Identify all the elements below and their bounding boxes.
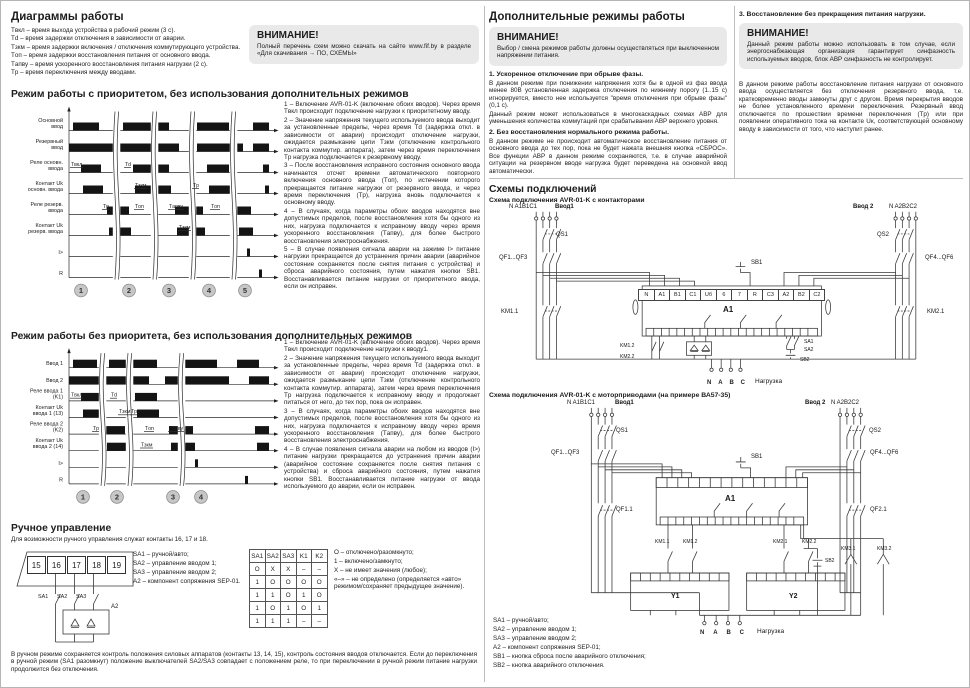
attention-box-modes	[489, 27, 727, 66]
km2-2-label: KM2.2	[620, 354, 635, 360]
table-cell: O	[250, 563, 266, 576]
km3-1-label: KM3.1	[841, 546, 856, 552]
schematic-legend-line: SB1 – кнопка сброса после аварийного отключения;	[493, 652, 646, 660]
table-cell: 1	[250, 602, 266, 615]
svg-text:1: 1	[80, 492, 86, 502]
mode-2-title: 2. Без восстановления нормального режима работы.	[489, 129, 669, 136]
schematic-legend-line: SA1 – ручной/авто;	[493, 617, 549, 624]
table-cell: –	[312, 615, 328, 628]
table-legend-line: 1 – включено/замкнуто;	[334, 557, 403, 565]
table-cell: X	[265, 563, 281, 576]
table-cell: –	[312, 563, 328, 576]
svg-text:Tзкм: Tзкм	[179, 225, 191, 231]
svg-text:резерв. ввода: резерв. ввода	[28, 229, 63, 235]
manual-legend-line: SA1 – ручной/авто;	[133, 551, 189, 558]
svg-text:ввод: ввод	[51, 124, 63, 130]
manual-legend-line: A2 – компонент сопряжения SEP-01.	[133, 577, 241, 585]
load-terminal: C	[740, 380, 745, 386]
svg-text:Основной: Основной	[38, 118, 63, 124]
km2-1-label: KM2.1	[773, 539, 788, 545]
table-legend-line: X – не имеет значения (любое);	[334, 566, 427, 574]
priority-step: 2 – Значение напряжения текущего используемого ввода выходит за установленные пределы, через время Td (задержка откл. в зависимости от аварии) происходит отключение нагрузки, ожидается размыкание цепи Tзкм (отключение контрольного контакта коммутир. аппарата), затем через время переключения Tр нагрузка подключается к резервному вводу.	[284, 116, 480, 161]
timing-diagram-no-priority	[7, 345, 279, 510]
svg-text:Tзкм: Tзкм	[119, 409, 131, 416]
svg-text:Tапву: Tапву	[169, 204, 184, 210]
table-row	[250, 602, 328, 615]
qs2-label: QS2	[877, 232, 890, 238]
svg-text:ввода 2 (14): ввода 2 (14)	[32, 444, 63, 451]
attention-title: ВНИМАНИЕ!	[497, 32, 559, 43]
attention-box-download	[249, 25, 479, 64]
mode-1-body: В данном режиме при понижении напряжения хотя бы в одной из фаз ввода менее 80В установленная задержка отключения по нижнему порогу (1..15 с) игнорируется, вместо нее используется "время отключения при обрыве фазы" (0,1 с).	[489, 80, 727, 110]
table-header: SA1	[250, 550, 266, 563]
svg-text:2: 2	[114, 492, 120, 502]
schematic-contactors	[489, 205, 963, 391]
table-cell: O	[296, 576, 312, 589]
a1-terminal-row	[639, 289, 825, 301]
attention-title: ВНИМАНИЕ!	[747, 28, 809, 39]
section-title-priority-mode: Режим работы с приоритетом, без использования дополнительных режимов	[11, 89, 409, 100]
schematic-1-title: Схема подключения AVR-01-K с контакторами	[489, 197, 645, 204]
a1-block-label: A1	[725, 494, 736, 503]
schematic-legend-line: SA3 – управление вводом 2;	[493, 634, 577, 642]
load-terminal-labels	[700, 630, 744, 636]
a1-terminal-cell: Uб	[700, 289, 716, 301]
svg-text:(K1): (K1)	[52, 394, 63, 401]
mode-1-title: 1. Ускоренное отключение при обрыве фазы.	[489, 71, 644, 78]
input1-terminals-label: N A1B1C1	[567, 400, 596, 406]
svg-text:1: 1	[78, 286, 84, 296]
svg-text:Tоп: Tоп	[135, 204, 144, 210]
mode-2-body: В данном режиме не происходит автоматическое восстановление питания от основного ввода до тех пор, пока не будет нажата внешняя кнопка «СБРОС». Все функции АВР в данном режиме сохраняются, т.е. в случае аварийной ситуации на резервном вводе нагрузка будет переведена на основной ввод автоматически.	[489, 138, 727, 175]
svg-text:R: R	[59, 477, 63, 484]
manual-legend-line: SA2 – управление вводом 1;	[133, 559, 217, 567]
table-cell: O	[312, 589, 328, 602]
table-cell: 1	[281, 615, 297, 628]
svg-text:Tоп: Tоп	[211, 204, 220, 210]
table-cell: 1	[312, 602, 328, 615]
timing-definition-line: Tр – время переключения между вводами.	[11, 69, 137, 77]
noprio-step: 3 – В случаях, когда параметры обоих вводов находятся вне допустимых пределов, после восстановления хотя бы одного из них, нагрузка подключается к исправному вводу через время ускоренного восстановления (Tапву), для более быстрого восстановления электроснабжения.	[284, 407, 480, 445]
table-header: K1	[296, 550, 312, 563]
attention-box-sync	[739, 23, 963, 69]
km3-2-label: KM3.2	[877, 546, 892, 552]
load-terminal: B	[726, 630, 731, 636]
a1-block-label: A1	[723, 305, 734, 314]
svg-text:Контакт Uk: Контакт Uk	[35, 181, 63, 187]
load-terminal: N	[700, 630, 705, 636]
noprio-mode-steps	[284, 339, 480, 491]
noprio-step: 1 – Включение AVR-01-K (включение обоих вводов). Через время Tвкл происходит подключение нагрузки к вводу1.	[284, 339, 480, 354]
input2-label: Ввод 2	[853, 204, 874, 210]
sa2-label: SA2	[804, 347, 814, 353]
schematic-motordrives-svg	[489, 401, 963, 633]
table-cell: 1	[265, 615, 281, 628]
priority-mode-steps	[284, 101, 480, 292]
section-title-manual: Ручное управление	[11, 523, 112, 534]
input1-label: Ввод1	[555, 204, 574, 210]
table-row	[250, 589, 328, 602]
table-cell: O	[281, 589, 297, 602]
table-row	[250, 563, 328, 576]
noprio-step: 2 – Значение напряжения текущего используемого ввода выходит за установленные пределы, через время Td (задержка откл. в зависимости от аварии) происходит отключение нагрузки, ожидается размыкание цепи Tзкм (отключение контрольного контакта коммутир. аппарата), затем через время переключения Tр нагрузка подключается к исправному вводу и продолжает питаться от него, до тех пор, пока он исправен.	[284, 354, 480, 407]
section-title-schematics: Схемы подключений	[489, 184, 597, 195]
table-cell: O	[296, 602, 312, 615]
svg-text:основн. ввода: основн. ввода	[27, 187, 63, 193]
sb2-label: SB2	[825, 558, 835, 564]
qf1-1-label: QF1.1	[616, 507, 633, 513]
a1-terminal-cell: A2	[778, 289, 794, 301]
load-label: Нагрузка	[757, 628, 785, 635]
manual-legend	[133, 551, 245, 587]
table-cell: O	[265, 602, 281, 615]
manual-intro: Для возможности ручного управления служат контакты 16, 17 и 18.	[11, 536, 208, 543]
qf-right-label: QF4...QF6	[925, 255, 954, 261]
schematic-legend	[493, 617, 693, 671]
svg-text:Контакт Uk: Контакт Uk	[35, 223, 63, 229]
attention-body: Данный режим работы можно использовать в том случае, если энергоснабжающая организация гарантирует синфазность используемых вводов, блок АВР синфазность не контролирует.	[747, 41, 955, 63]
svg-text:Tзкм: Tзкм	[135, 183, 147, 189]
mode-3-body: В данном режиме работы восстановление питания нагрузки от основного ввода осуществляется без отключения резервного ввода, т.е. кратковременно вводы замкнуты друг с другом. Время перекрытия вводов не более установленного времени переключения. Резервный ввод отключается по прошествии времени переключения (Tр) или при появлении оперативного тока на контакте Uк, соответствующей основному вводу в зависимости от того, что наступит ранее.	[739, 81, 963, 133]
timing-definitions	[11, 27, 247, 78]
table-header: SA2	[265, 550, 281, 563]
svg-text:Контакт Uk: Контакт Uk	[35, 405, 63, 411]
noprio-step: 4 – В случае появления сигнала аварии на любом из вводов (I>) питание нагрузки прекращается до устранения причин аварии (аварийное состояние сохраняется после снятия питания с устройства) и сброса аварийного состояния, путем нажатия кнопки SB1. Восстанавливается питание нагрузки от ввода используемого до аварии, если он исправен.	[284, 445, 480, 491]
sb2-label: SB2	[800, 357, 810, 363]
manual-terminal-numbers	[27, 556, 127, 574]
svg-text:Tр: Tр	[103, 204, 110, 210]
timing-diagram-priority	[7, 101, 279, 306]
load-terminal: B	[729, 380, 734, 386]
km1-2-label: KM1.2	[620, 343, 635, 349]
table-cell: 1	[265, 589, 281, 602]
input2-terminals-label: N A2B2C2	[831, 400, 860, 406]
manual-switch-labels	[38, 594, 95, 600]
table-cell: 1	[250, 576, 266, 589]
svg-text:Td: Td	[125, 162, 132, 168]
input2-label: Ввод 2	[805, 400, 826, 406]
svg-text:Tр: Tр	[93, 425, 100, 432]
divider-schematics	[489, 178, 963, 179]
svg-text:4: 4	[198, 492, 204, 502]
section-title-noprio-mode: Режим работы без приоритета, без использования дополнительных режимов	[11, 331, 413, 342]
section-title-extra-modes: Дополнительные режимы работы	[489, 11, 685, 23]
load-terminal: C	[739, 630, 744, 636]
svg-text:Контакт Uk: Контакт Uk	[35, 438, 63, 445]
truth-table-legend	[334, 549, 479, 592]
mode-3-title: 3. Восстановление без прекращения питания нагрузки.	[739, 11, 926, 18]
load-terminal: A	[718, 380, 723, 386]
input1-label: Ввод1	[615, 400, 634, 406]
table-row	[250, 615, 328, 628]
a1-terminal-cell: B2	[793, 289, 809, 301]
switch-label: SA2	[57, 594, 68, 600]
divider-middle-right	[734, 6, 735, 178]
svg-text:ввода: ввода	[48, 166, 63, 172]
table-cell: 1	[281, 602, 297, 615]
a1-terminal-cell: C2	[809, 289, 825, 301]
svg-text:Ввод 1: Ввод 1	[46, 361, 63, 368]
switch-label: SA1	[38, 594, 49, 600]
manual-footer: В ручном режиме сохраняется контроль положения силовых аппаратов (контакты 13, 14, 15), контроль состояния вводов отключается. Если до переключения в ручной режим (SA1 разомкнут) положение выключателей SA2/SA3 совпадает с положением реле, то при переключении в ручной режим питание нагрузки продолжится без отключения.	[11, 651, 477, 673]
qs2-label: QS2	[869, 428, 882, 434]
svg-text:Tапву: Tапву	[169, 425, 184, 432]
svg-text:Ввод 2: Ввод 2	[46, 377, 63, 384]
table-row	[250, 576, 328, 589]
priority-step: 4 – В случаях, когда параметры обоих вводов находятся вне допустимых пределов, после восстановления хотя бы одного из них, нагрузка подключается к исправному вводу через время ускоренного восстановления (Tапву), для более быстрого восстановления электроснабжения.	[284, 207, 480, 245]
svg-text:Tр: Tр	[193, 183, 200, 189]
input2-terminals-label: N A2B2C2	[889, 204, 918, 210]
km1-1-label: KM1.1	[655, 539, 670, 545]
timing-definition-line: Td – время задержки отключения в зависимости от аварии.	[11, 35, 186, 43]
qf-left-label: QF1...QF3	[499, 255, 528, 261]
switch-label: SA3	[76, 594, 87, 600]
a1-terminal-cell: 6	[716, 289, 732, 301]
terminal-number: 15	[27, 556, 46, 574]
attention-body: Полный перечень схем можно скачать на сайте www.fif.by в разделе «Для скачивания → ПО, СХЕМЫ»	[257, 43, 471, 58]
svg-text:Tвкл: Tвкл	[71, 162, 83, 168]
a2-component-label: A2	[111, 604, 119, 610]
km2-1-label: KM2.1	[927, 309, 945, 315]
svg-text:Реле ввода 2: Реле ввода 2	[29, 421, 63, 428]
attention-body: Выбор / смена режимов работы должны осуществляться при выключенном напряжении питания.	[497, 45, 719, 60]
manual-truth-table	[249, 549, 328, 628]
attention-title: ВНИМАНИЕ!	[257, 30, 319, 41]
a1-terminal-cell: A1	[654, 289, 670, 301]
load-terminal-labels	[707, 380, 745, 386]
table-cell: –	[296, 563, 312, 576]
table-cell: –	[296, 615, 312, 628]
svg-text:I>: I>	[58, 460, 63, 467]
a1-terminal-cell: N	[638, 289, 654, 301]
svg-text:Td: Td	[111, 392, 118, 399]
section-title-diagrams: Диаграммы работы	[11, 11, 124, 23]
km1-2-label: KM1.2	[683, 539, 698, 545]
y1-block-label: Y1	[671, 593, 680, 600]
schematic-legend-line: SA2 – управление вводом 1;	[493, 625, 577, 633]
svg-text:Tзкм: Tзкм	[141, 442, 153, 449]
a1-terminal-cell: C3	[762, 289, 778, 301]
terminal-number: 16	[47, 556, 66, 574]
svg-text:R: R	[59, 271, 63, 277]
svg-text:3: 3	[170, 492, 176, 502]
table-legend-line: O – отключено/разомкнуто;	[334, 549, 414, 556]
svg-text:Реле основн.: Реле основн.	[30, 160, 63, 166]
table-cell: 1	[250, 589, 266, 602]
svg-text:ввода 1 (13): ввода 1 (13)	[32, 411, 63, 417]
table-cell: O	[281, 576, 297, 589]
terminal-number: 17	[67, 556, 86, 574]
table-cell: 1	[296, 589, 312, 602]
svg-text:4: 4	[206, 286, 212, 296]
svg-text:Tвкл: Tвкл	[71, 392, 83, 399]
svg-text:3: 3	[166, 286, 172, 296]
svg-text:ввода: ввода	[48, 208, 63, 214]
a1-terminal-cell: R	[747, 289, 763, 301]
svg-text:Реле ввода 1: Реле ввода 1	[29, 388, 63, 395]
timing-definition-line: Tвкл – время выхода устройства в рабочий режим (3 с).	[11, 27, 176, 34]
km1-1-label: KM1.1	[501, 309, 519, 315]
terminal-number: 18	[87, 556, 106, 574]
load-terminal: N	[707, 380, 712, 386]
qf-right-label: QF4...QF6	[870, 450, 899, 456]
mode-1-body-2: Данный режим может использоваться в многокаскадных схемах АВР для уменьшения количества коммутаций при срабатывании АВР верхнего уровня.	[489, 111, 727, 126]
input1-terminals-label: N A1B1C1	[509, 204, 538, 210]
svg-text:Реле резерв.: Реле резерв.	[30, 202, 63, 208]
svg-text:2: 2	[126, 286, 132, 296]
qf-left-label: QF1...QF3	[551, 450, 580, 456]
schematic-legend-line: A2 – компонент сопряжения SEP-01;	[493, 643, 601, 651]
table-cell: O	[265, 576, 281, 589]
a1-terminal-cell: 7	[731, 289, 747, 301]
qf2-1-label: QF2.1	[870, 507, 887, 513]
a1-terminal-cell: B1	[669, 289, 685, 301]
schematic-motordrives	[489, 401, 963, 637]
priority-step: 1 – Включение AVR-01-K (включение обоих вводов). Через время Tвкл происходит подключение нагрузки к приоритетному вводу.	[284, 101, 480, 116]
table-legend-line: «–» – не определено (определяется «авто» режимом/сохраняет предыдущее значение).	[334, 575, 465, 591]
a1-terminal-cell: C1	[685, 289, 701, 301]
table-header: SA3	[281, 550, 297, 563]
schematic-2-title: Схема подключения AVR-01-K с моторприводами (на примере ВА57-35)	[489, 392, 731, 399]
svg-text:(K2): (K2)	[52, 427, 63, 434]
timing-definition-line: Tапву – время ускоренного восстановления питания нагрузки (2 с).	[11, 60, 208, 68]
table-cell: 1	[250, 615, 266, 628]
svg-text:ввод: ввод	[51, 145, 63, 151]
svg-text:Резервный: Резервный	[35, 139, 63, 145]
qs1-label: QS1	[616, 428, 629, 434]
sb1-label: SB1	[751, 454, 763, 460]
sb1-label: SB1	[751, 260, 763, 266]
km2-2-label: KM2.2	[802, 539, 817, 545]
load-label: Нагрузка	[755, 378, 783, 385]
table-cell: X	[281, 563, 297, 576]
y2-block-label: Y2	[789, 593, 798, 600]
load-terminal: A	[713, 630, 718, 636]
svg-text:5: 5	[242, 286, 248, 296]
divider-left-middle	[484, 6, 485, 682]
table-header: K2	[312, 550, 328, 563]
table-cell: O	[312, 576, 328, 589]
manual-legend-line: SA3 – управление вводом 2;	[133, 568, 217, 576]
timing-definition-line: Tоп – время задержки восстановления питания от основного ввода.	[11, 52, 211, 60]
schematic-legend-line: SB2 – кнопка аварийного отключения.	[493, 661, 605, 669]
timing-definition-line: Tзкм – время задержки включения / отключения коммутирующего устройства.	[11, 43, 241, 51]
qs1-label: QS1	[556, 232, 569, 238]
priority-step: 3 – После восстановления исправного состояния основного ввода начинается отсчет времени автоматического повторного включения основного ввода (Tоп), по истечении которого прекращается питание нагрузки от резервного ввода, и через время переключения (Tр), нагрузка вновь подключается к основному вводу.	[284, 162, 480, 207]
sa1-label: SA1	[804, 339, 814, 345]
svg-text:Tоп: Tоп	[145, 425, 154, 432]
svg-text:Tр: Tр	[131, 409, 138, 416]
terminal-number: 19	[107, 556, 126, 574]
priority-step: 5 – В случае появления сигнала аварии на зажиме I> питание нагрузки прекращается до устранения причин аварии (аварийное состояние сохраняется после снятия питания с устройства) и сброса аварийного состояния, путем нажатия кнопки SB1. Восстанавливается питание нагрузки от приоритетного ввода, если он исправен.	[284, 246, 480, 291]
svg-text:I>: I>	[58, 250, 63, 256]
